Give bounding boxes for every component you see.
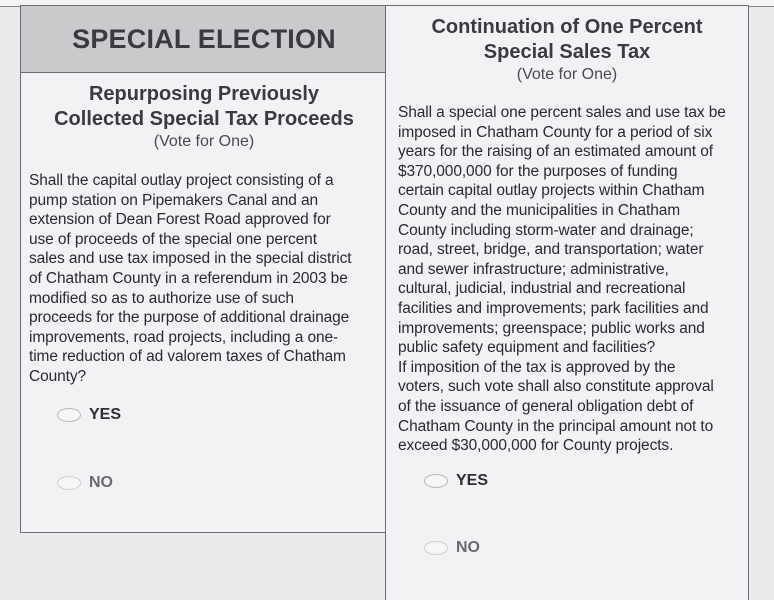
- question-line: of the issuance of general obligation debt of: [398, 397, 694, 415]
- question-line: and sewer infrastructure; administrative,: [398, 260, 669, 278]
- contest-title: [386, 15, 748, 85]
- vote-oval[interactable]: [57, 476, 81, 490]
- question-line: $370,000,000 for the purposes of funding: [398, 162, 678, 180]
- choice-no[interactable]: [424, 539, 480, 557]
- choice-label: NO: [89, 474, 113, 491]
- question-line: Shall the capital outlay project consisting of a: [29, 172, 334, 189]
- choice-label: NO: [456, 539, 480, 556]
- question-line: exceed $30,000,000 for County projects.: [398, 437, 674, 455]
- vote-oval[interactable]: [424, 474, 448, 488]
- question-line: improvements, road projects, including a one-: [29, 328, 339, 346]
- vote-oval[interactable]: [57, 408, 81, 422]
- choice-label: YES: [89, 406, 122, 423]
- vote-oval[interactable]: [424, 541, 448, 555]
- contest-column-repurposing: [20, 5, 388, 533]
- choice-yes[interactable]: [424, 472, 488, 490]
- choice-yes[interactable]: [57, 406, 121, 424]
- contest-column-sales-tax: [385, 5, 749, 600]
- question-line: County including storm-water and drainage;: [398, 221, 694, 239]
- question-line: road, street, bridge, and transportation; water: [398, 241, 704, 259]
- contest-title-line: Continuation of One Percent: [431, 16, 703, 38]
- contest-title-line: Repurposing Previously: [88, 83, 320, 105]
- question-line: cultural, judicial, industrial and recreational: [398, 280, 686, 298]
- question-line: voters, such vote shall also constitute approval: [398, 378, 714, 396]
- question-line: modified so as to authorize use of such: [29, 289, 294, 307]
- question-line: improvements; greenspace; public works and: [398, 319, 705, 337]
- contest-title: [21, 82, 387, 152]
- question-line: of Chatham County in a referendum in 2003 be: [29, 269, 348, 287]
- question-line: County?: [29, 367, 87, 385]
- question-line: If imposition of the tax is approved by the: [398, 358, 676, 376]
- choice-label: YES: [456, 472, 489, 489]
- vote-for-instruction: (Vote for One): [516, 66, 618, 83]
- question-line: use of proceeds of the special one percent: [29, 230, 317, 248]
- question-line: time reduction of ad valorem taxes of Chatham: [29, 348, 346, 366]
- question-line: Shall a special one percent sales and use tax be: [398, 104, 726, 121]
- contest-title-line: Collected Special Tax Proceeds: [54, 108, 354, 130]
- ballot-question: [398, 103, 748, 456]
- question-line: proceeds for the purpose of additional drainage: [29, 309, 350, 327]
- question-line: sales and use tax imposed in the special district: [29, 250, 352, 268]
- section-header-text: SPECIAL ELECTION: [72, 23, 336, 54]
- question-line: years for the raising of an estimated amount of: [398, 143, 713, 161]
- choice-no[interactable]: [57, 474, 113, 492]
- question-line: public safety equipment and facilities?: [398, 339, 656, 357]
- question-line: certain capital outlay projects within Chatham: [398, 182, 705, 200]
- contest-title-line: Special Sales Tax: [483, 41, 651, 63]
- question-line: Chatham County in the principal amount not to: [398, 417, 714, 435]
- question-line: imposed in Chatham County for a period of six: [398, 123, 713, 141]
- question-line: County and the municipalities in Chatham: [398, 201, 681, 219]
- question-line: extension of Dean Forest Road approved for: [29, 211, 331, 229]
- section-header: [21, 6, 387, 73]
- vote-for-instruction: (Vote for One): [153, 133, 255, 150]
- ballot-question: [29, 171, 385, 387]
- question-line: facilities and improvements; park facilities and: [398, 299, 709, 317]
- question-line: pump station on Pipemakers Canal and an: [29, 191, 319, 209]
